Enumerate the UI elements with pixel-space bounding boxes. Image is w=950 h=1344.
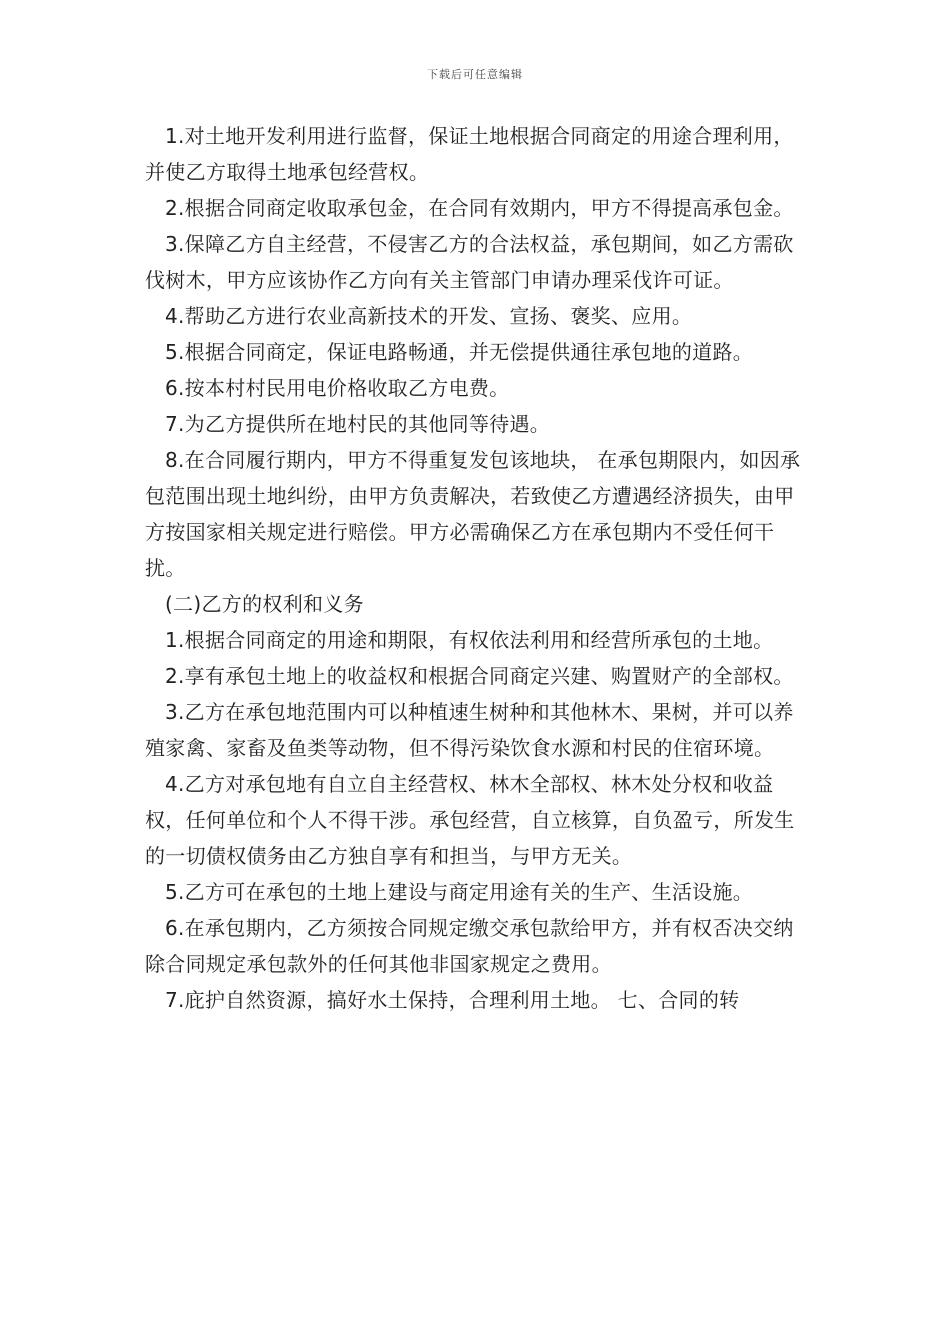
paragraph: 3.保障乙方自主经营，不侵害乙方的合法权益，承包期间，如乙方需砍伐树木，甲方应该协作乙方向有关主管部门申请办理采伐许可证。 (145, 232, 794, 292)
paragraph: 8.在合同履行期内，甲方不得重复发包该地块， 在承包期限内，如因承包范围出现土地纠纷，由甲方负责解决，若致使乙方遭遇经济损失，由甲方按国家相关规定进行赔偿。甲方必需确保乙方在承包期内不受任何干扰。 (145, 448, 801, 580)
paragraph: 5.乙方可在承包的土地上建设与商定用途有关的生产、生活设施。 (165, 880, 754, 904)
paragraph: 4.帮助乙方进行农业高新技术的开发、宣扬、褒奖、应用。 (165, 304, 693, 328)
paragraph: 6.按本村村民用电价格收取乙方电费。 (165, 376, 510, 400)
paragraph: 1.根据合同商定的用途和期限，有权依法利用和经营所承包的土地。 (165, 628, 774, 652)
paragraph: 5.根据合同商定，保证电路畅通，并无偿提供通往承包地的道路。 (165, 340, 754, 364)
paragraph: 2.根据合同商定收取承包金，在合同有效期内，甲方不得提高承包金。 (165, 196, 794, 220)
section-heading: (二)乙方的权利和义务 (165, 592, 364, 616)
paragraph: 4.乙方对承包地有自立自主经营权、林木全部权、林木处分权和收益权，任何单位和个人不得干涉。承包经营，自立核算，自负盈亏，所发生的一切债权债务由乙方独自享有和担当，与甲方无关。 (145, 772, 795, 868)
document-body (145, 118, 810, 1018)
paragraph: 1.对土地开发利用进行监督，保证土地根据合同商定的用途合理利用，并使乙方取得土地承包经营权。 (145, 124, 794, 184)
page-header: 下载后可任意编辑 (427, 68, 523, 81)
paragraph: 3.乙方在承包地范围内可以种植速生树种和其他林木、果树，并可以养殖家禽、家畜及鱼类等动物，但不得污染饮食水源和村民的住宿环境。 (145, 700, 794, 760)
paragraph: 6.在承包期内，乙方须按合同规定缴交承包款给甲方，并有权否决交纳除合同规定承包款外的任何其他非国家规定之费用。 (145, 916, 794, 976)
paragraph: 7.庇护自然资源，搞好水土保持，合理利用土地。 七、合同的转 (165, 988, 740, 1012)
paragraph: 2.享有承包土地上的收益权和根据合同商定兴建、购置财产的全部权。 (165, 664, 794, 688)
paragraph: 7.为乙方提供所在地村民的其他同等待遇。 (165, 412, 551, 436)
